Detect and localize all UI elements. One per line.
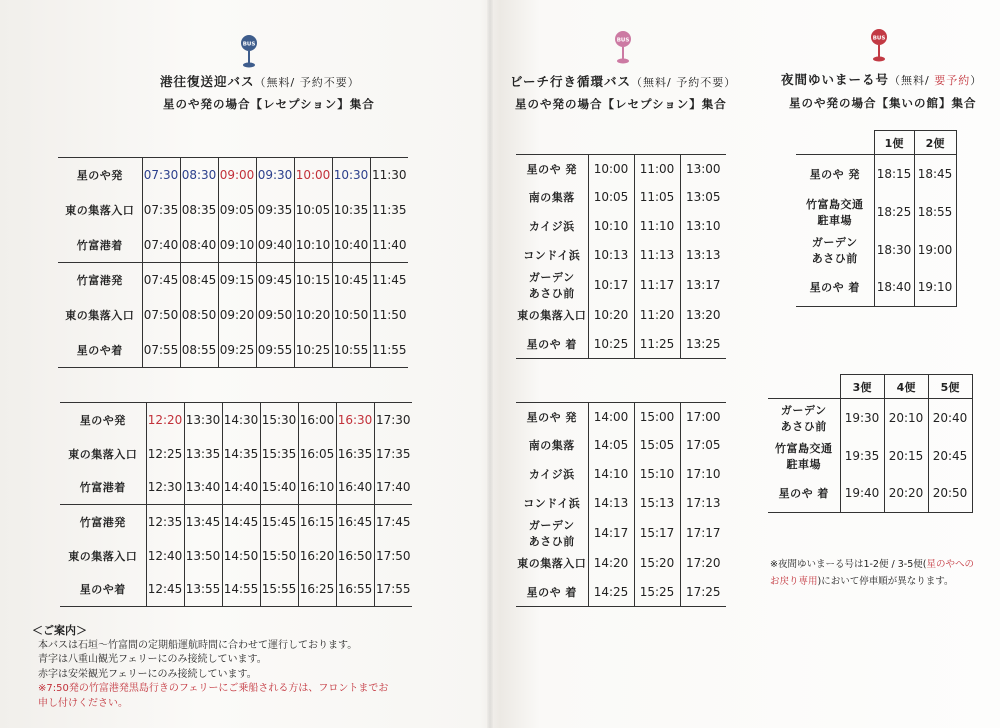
time-cell: 17:13 [680,488,726,517]
timetable-row [516,488,726,517]
time-cell: 09:40 [256,228,294,263]
time-cell: 07:35 [142,193,180,228]
time-cell: 13:30 [184,403,222,437]
stop-label: 竹富港着 [76,238,123,252]
time-cell: 10:45 [332,263,370,298]
timetable-row [516,183,726,212]
time-cell: 17:35 [374,437,412,471]
time-cell: 19:00 [914,231,956,269]
time-cell: 14:50 [222,539,260,573]
time-cell: 11:55 [370,333,408,368]
timetable-row [516,212,726,241]
timetable-row [516,517,726,549]
stop-label: 東の集落入口 [68,447,138,461]
time-cell: 16:15 [298,505,336,539]
time-cell: 10:10 [294,228,332,263]
trip-header: 5便 [928,375,972,399]
time-cell: 10:50 [332,298,370,333]
time-cell: 13:50 [184,539,222,573]
time-cell: 10:20 [588,301,634,330]
time-cell: 17:40 [374,471,412,505]
time-cell: 17:45 [374,505,412,539]
timetable-row [768,437,972,475]
time-cell: 09:30 [256,158,294,193]
time-cell: 15:45 [260,505,298,539]
time-cell: 10:10 [588,212,634,241]
timetable-row [768,399,972,437]
stop-label: 星のや発 [58,158,142,193]
time-cell: 09:00 [218,158,256,193]
time-cell: 20:15 [884,437,928,475]
time-cell: 14:17 [588,517,634,549]
stop-label: コンドイ浜 [523,248,581,262]
time-cell: 14:05 [588,431,634,460]
time-cell: 11:00 [634,155,680,184]
stop-label: 東の集落入口 [65,204,135,217]
night-bus-second-table [768,374,973,513]
time-cell: 15:17 [634,517,680,549]
time-cell: 10:20 [294,298,332,333]
stop-label: 東の集落入口 [65,309,135,322]
timetable-row [58,298,408,333]
timetable-row [60,403,412,437]
guidance-line-red: 申し付けください。 [38,697,128,709]
stop-label: 竹富港発 [58,263,142,298]
timetable-row [796,155,956,193]
bus-stop-icon [868,28,890,64]
time-cell: 20:10 [884,399,928,437]
timetable-row [796,193,956,231]
port-bus-subtitle: 星のや発の場合【レセプション】集合 [163,97,375,111]
time-cell: 11:35 [370,193,408,228]
time-cell: 08:30 [180,158,218,193]
time-cell: 16:55 [336,573,374,607]
time-cell: 07:30 [142,158,180,193]
timetable-row [516,269,726,301]
guidance-line-red: ※7:50発の竹富港発黒島行きのフェリーにご乗船される方は、フロントまでお [38,683,389,694]
timetable-row [60,573,412,607]
trip-header: 3便 [840,375,884,399]
time-cell: 17:05 [680,431,726,460]
stop-label: ガーデン あさひ前 [528,270,575,300]
time-cell: 13:10 [680,212,726,241]
time-cell: 14:55 [222,573,260,607]
timetable-row [58,193,408,228]
time-cell: 13:00 [680,155,726,184]
stop-label: カイジ浜 [528,219,575,233]
time-cell: 11:13 [634,240,680,269]
time-cell: 09:05 [218,193,256,228]
stop-label: 竹富島交通 駐車場 [806,197,864,227]
time-cell: 20:50 [928,475,972,513]
timetable-row [58,158,408,193]
time-cell: 08:55 [180,333,218,368]
timetable-row [60,437,412,471]
beach-bus-title: ビーチ行き循環バス（無料/ 予約不要） [510,74,737,89]
time-cell: 15:35 [260,437,298,471]
time-cell: 12:35 [146,505,184,539]
time-cell: 14:45 [222,505,260,539]
time-cell: 14:10 [588,460,634,489]
time-cell: 18:45 [914,155,956,193]
beach-bus-morning-table [516,154,726,359]
time-cell: 11:25 [634,329,680,358]
time-cell: 20:20 [884,475,928,513]
time-cell: 10:00 [294,158,332,193]
timetable-row [768,475,972,513]
night-bus-first-table [796,130,957,307]
stop-label: 竹富島交通 駐車場 [775,441,833,471]
time-cell: 08:45 [180,263,218,298]
time-cell: 10:17 [588,269,634,301]
time-cell: 09:10 [218,228,256,263]
port-bus-morning-table [58,157,408,368]
page-fold [487,0,493,728]
guidance-line: 本バスは石垣〜竹富間の定期船運航時間に合わせて運行しております。 [38,639,358,651]
time-cell: 17:20 [680,549,726,578]
stop-label: 竹富港発 [60,505,146,539]
stop-label: コンドイ浜 [523,496,581,510]
stop-label: 南の集落 [528,191,575,205]
time-cell: 12:30 [146,471,184,505]
bus-stop-icon [238,34,260,70]
time-cell: 13:25 [680,329,726,358]
night-bus-note: ※夜間ゆいまーる号は1-2便 / 3-5便(星のやへのお戻り専用)において停車順が異なります。 [770,559,974,587]
port-bus-afternoon-table [60,402,412,607]
stop-label: 東の集落入口 [68,549,138,563]
time-cell: 20:45 [928,437,972,475]
time-cell: 08:50 [180,298,218,333]
time-cell: 07:50 [142,298,180,333]
time-cell: 13:45 [184,505,222,539]
time-cell: 17:25 [680,577,726,606]
bus-icon-label: BUS [242,41,256,48]
time-cell: 07:40 [142,228,180,263]
time-cell: 14:40 [222,471,260,505]
time-cell: 10:25 [294,333,332,368]
stop-label: 星のや 着 [796,269,874,307]
time-cell: 14:20 [588,549,634,578]
time-cell: 17:10 [680,460,726,489]
stop-label: ガーデン あさひ前 [811,235,858,265]
timetable-row [516,403,726,432]
time-cell: 18:55 [914,193,956,231]
time-cell: 11:17 [634,269,680,301]
time-cell: 15:05 [634,431,680,460]
time-cell: 18:30 [874,231,914,269]
time-cell: 09:45 [256,263,294,298]
time-cell: 18:15 [874,155,914,193]
time-cell: 19:10 [914,269,956,307]
stop-label: ガーデン あさひ前 [768,399,840,437]
time-cell: 09:20 [218,298,256,333]
time-cell: 09:35 [256,193,294,228]
timetable-row [516,431,726,460]
stop-label: 星のや着 [58,333,142,368]
stop-label: 星のや 発 [796,155,874,193]
guidance-heading: ＜ご案内＞ [32,624,87,637]
time-cell: 16:20 [298,539,336,573]
time-cell: 11:20 [634,301,680,330]
timetable-row [58,333,408,368]
timetable-row [516,301,726,330]
time-cell: 10:35 [332,193,370,228]
trip-header: 1便 [874,131,914,155]
time-cell: 17:30 [374,403,412,437]
time-cell: 10:25 [588,329,634,358]
timetable-row [516,329,726,358]
time-cell: 14:13 [588,488,634,517]
beach-bus-afternoon-table [516,402,726,607]
time-cell: 16:00 [298,403,336,437]
stop-label: 東の集落入口 [517,309,587,323]
time-cell: 17:17 [680,517,726,549]
timetable-row [796,269,956,307]
time-cell: 08:40 [180,228,218,263]
night-bus-subtitle: 星のや発の場合【集いの館】集合 [789,96,977,110]
time-cell: 14:30 [222,403,260,437]
time-cell: 13:35 [184,437,222,471]
time-cell: 10:00 [588,155,634,184]
time-cell: 08:35 [180,193,218,228]
time-cell: 12:40 [146,539,184,573]
guidance-notes [22,624,388,711]
time-cell: 16:50 [336,539,374,573]
time-cell: 11:05 [634,183,680,212]
time-cell: 15:13 [634,488,680,517]
time-cell: 16:10 [298,471,336,505]
guidance-line: 赤字は安栄観光フェリーにのみ接続しています。 [38,668,257,680]
time-cell: 13:17 [680,269,726,301]
time-cell: 10:13 [588,240,634,269]
timetable-row [58,263,408,298]
time-cell: 11:30 [370,158,408,193]
timetable-row [58,228,408,263]
time-cell: 15:10 [634,460,680,489]
time-cell: 17:55 [374,573,412,607]
time-cell: 18:25 [874,193,914,231]
timetable-row [516,549,726,578]
trip-header: 4便 [884,375,928,399]
stop-label: 星のや 着 [768,475,840,513]
time-cell: 15:50 [260,539,298,573]
stop-label: 南の集落 [528,439,575,453]
time-cell: 11:50 [370,298,408,333]
bus-stop-icon [612,30,634,66]
time-cell: 19:35 [840,437,884,475]
time-cell: 15:30 [260,403,298,437]
time-cell: 09:50 [256,298,294,333]
time-cell: 13:13 [680,240,726,269]
time-cell: 09:25 [218,333,256,368]
bus-icon-label: BUS [872,35,886,42]
time-cell: 14:35 [222,437,260,471]
time-cell: 17:00 [680,403,726,432]
timetable-row [796,231,956,269]
time-cell: 13:20 [680,301,726,330]
time-cell: 16:25 [298,573,336,607]
timetable-row [516,577,726,606]
time-cell: 18:40 [874,269,914,307]
time-cell: 09:15 [218,263,256,298]
night-bus-title: 夜間ゆいまーる号（無料/ 要予約） [781,72,983,87]
time-cell: 19:40 [840,475,884,513]
bus-icon-label: BUS [616,37,630,44]
stop-label: 星のや着 [60,573,146,607]
timetable-row [516,155,726,184]
stop-label: 東の集落入口 [517,557,587,571]
trip-header: 2便 [914,131,956,155]
time-cell: 15:00 [634,403,680,432]
stop-label: 星のや 発 [516,155,588,184]
stop-label: ガーデン あさひ前 [528,518,575,548]
time-cell: 07:45 [142,263,180,298]
stop-label: 星のや発 [60,403,146,437]
time-cell: 15:40 [260,471,298,505]
time-cell: 14:00 [588,403,634,432]
time-cell: 20:40 [928,399,972,437]
time-cell: 14:25 [588,577,634,606]
time-cell: 15:25 [634,577,680,606]
time-cell: 17:50 [374,539,412,573]
timetable-row [60,539,412,573]
time-cell: 16:45 [336,505,374,539]
timetable-row [60,471,412,505]
time-cell: 10:05 [294,193,332,228]
timetable-row [60,505,412,539]
time-cell: 19:30 [840,399,884,437]
stop-label: 星のや 着 [516,329,588,358]
beach-bus-subtitle: 星のや発の場合【レセプション】集合 [515,97,727,111]
time-cell: 13:05 [680,183,726,212]
time-cell: 15:20 [634,549,680,578]
stop-label: 星のや 着 [516,577,588,606]
time-cell: 10:30 [332,158,370,193]
time-cell: 12:20 [146,403,184,437]
time-cell: 11:10 [634,212,680,241]
time-cell: 13:55 [184,573,222,607]
stop-label: 星のや 発 [516,403,588,432]
time-cell: 10:55 [332,333,370,368]
time-cell: 11:40 [370,228,408,263]
stop-label: カイジ浜 [528,467,575,481]
time-cell: 12:25 [146,437,184,471]
time-cell: 12:45 [146,573,184,607]
timetable-row [516,240,726,269]
time-cell: 13:40 [184,471,222,505]
time-cell: 10:05 [588,183,634,212]
time-cell: 11:45 [370,263,408,298]
time-cell: 16:30 [336,403,374,437]
time-cell: 07:55 [142,333,180,368]
time-cell: 16:40 [336,471,374,505]
time-cell: 16:35 [336,437,374,471]
guidance-line: 青字は八重山観光フェリーにのみ接続しています。 [38,654,267,665]
time-cell: 15:55 [260,573,298,607]
port-bus-title: 港往復送迎バス（無料/ 予約不要） [160,74,360,89]
time-cell: 10:40 [332,228,370,263]
stop-label: 竹富港着 [79,481,126,495]
time-cell: 16:05 [298,437,336,471]
time-cell: 09:55 [256,333,294,368]
time-cell: 10:15 [294,263,332,298]
timetable-row [516,460,726,489]
